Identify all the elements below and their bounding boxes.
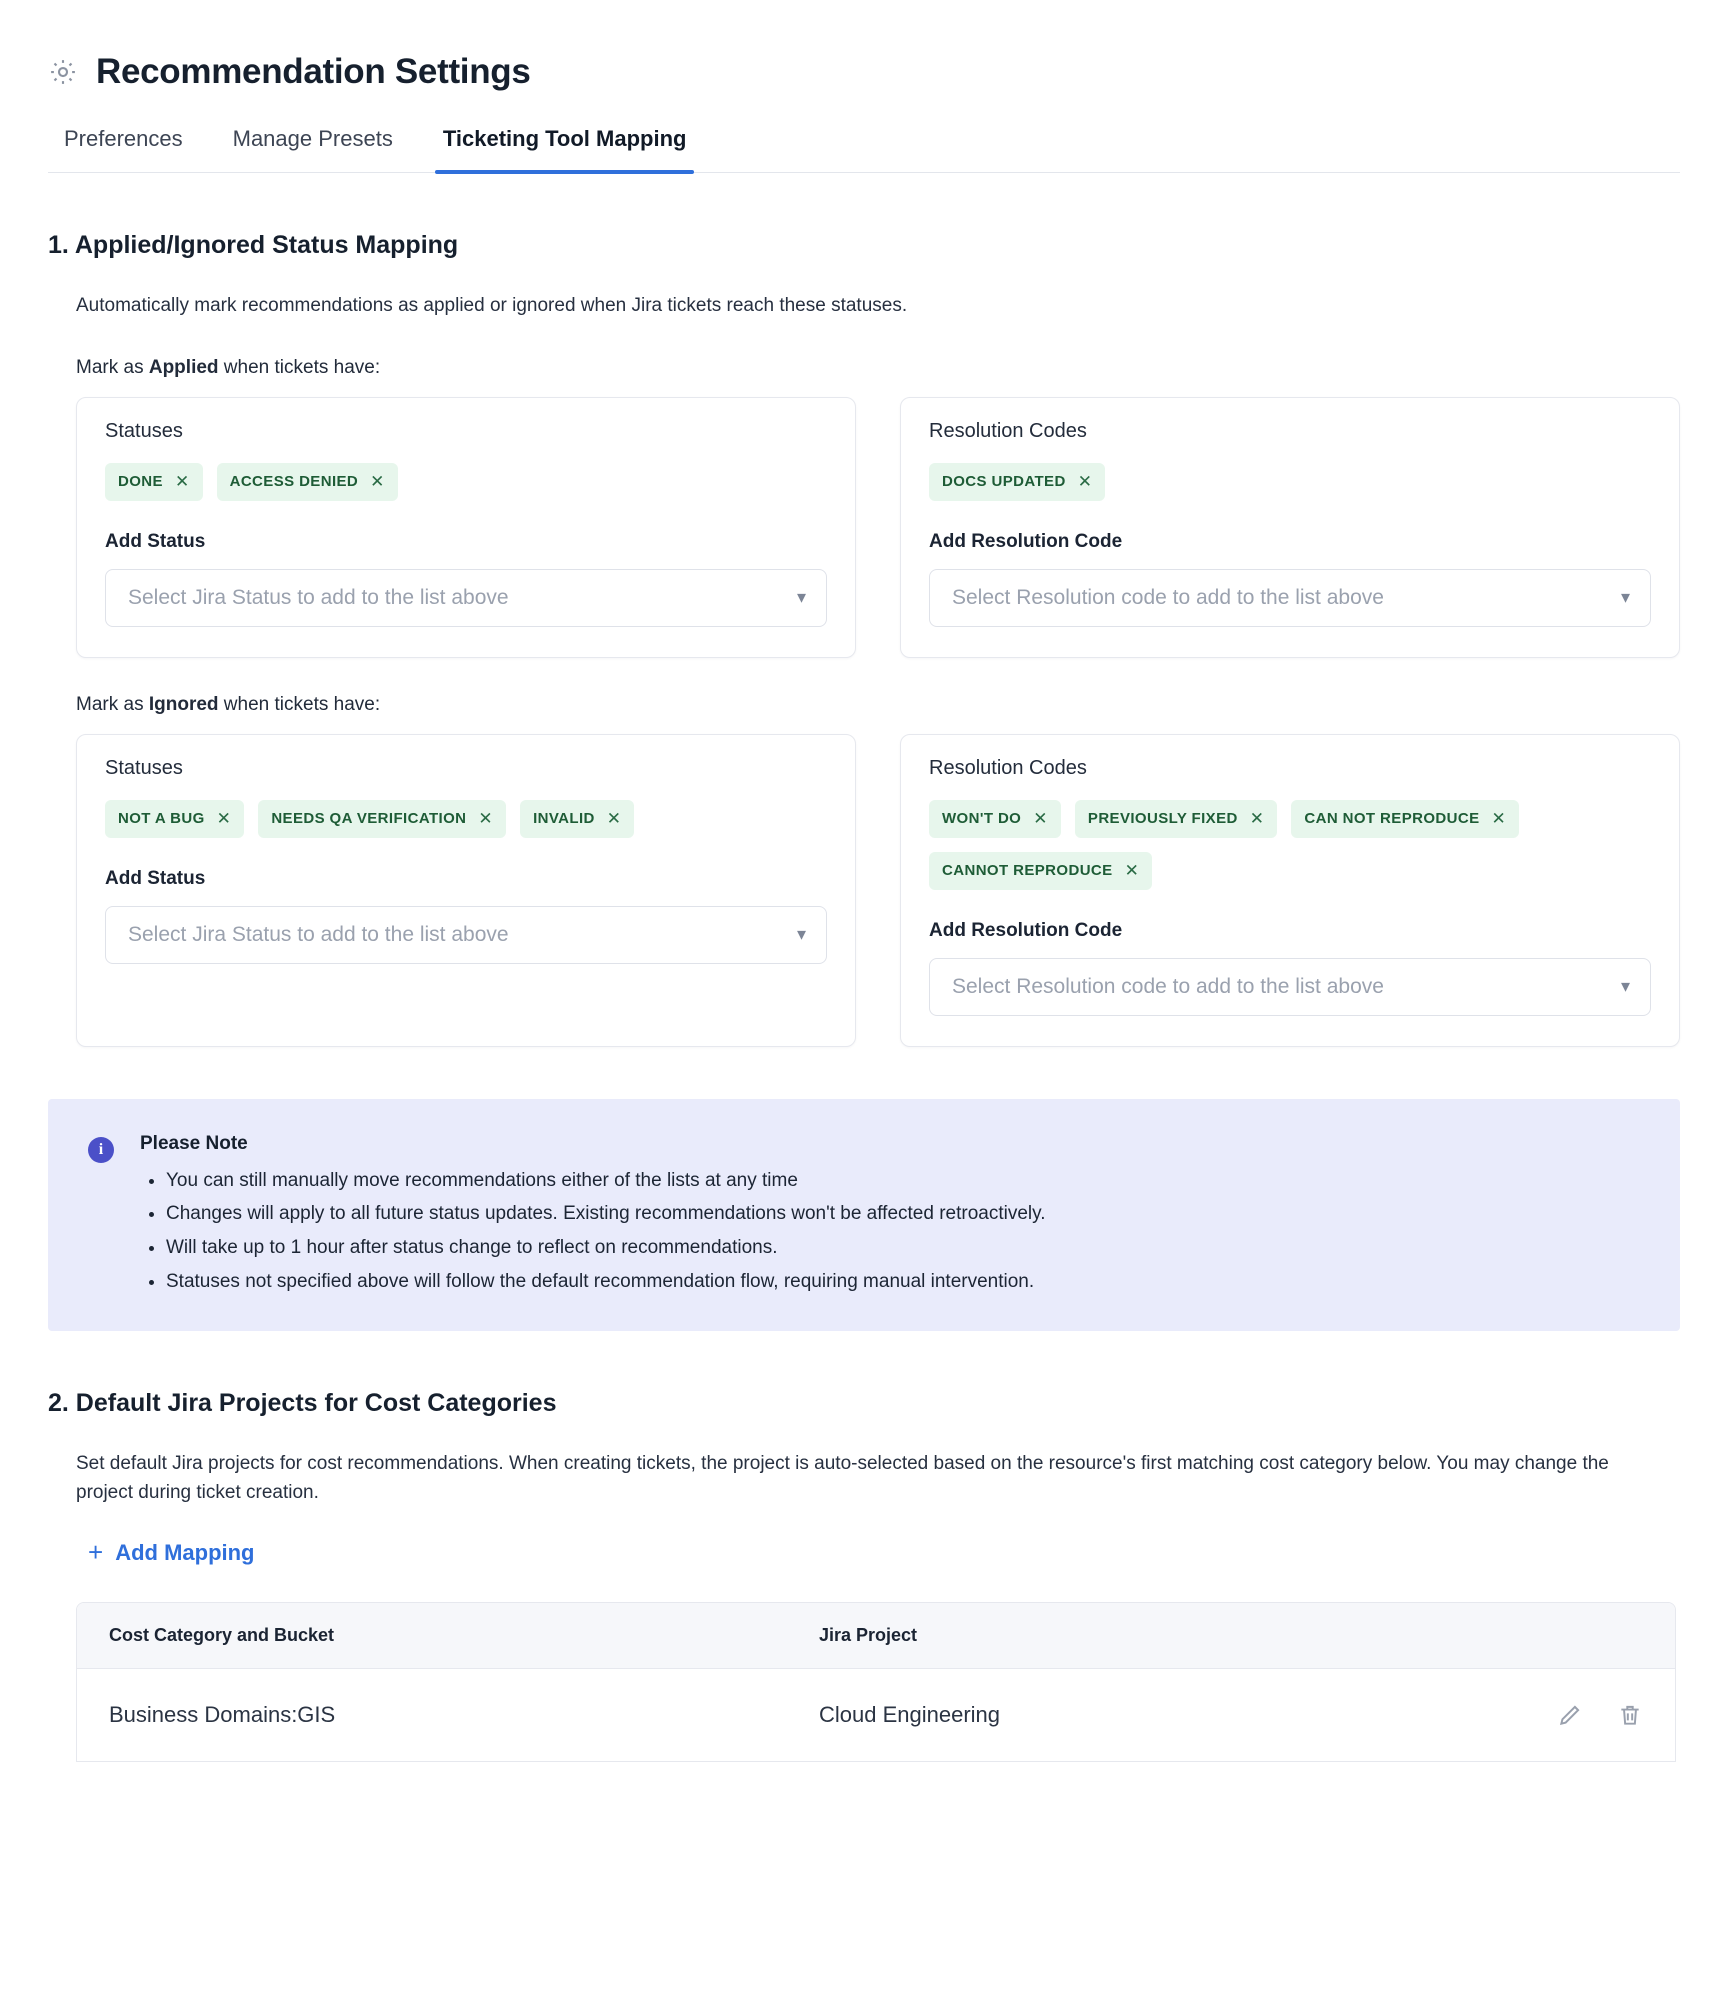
chip-previously-fixed[interactable]	[1075, 800, 1277, 838]
chip-label: CAN NOT REPRODUCE	[1304, 810, 1480, 827]
chip-cannot-reproduce[interactable]	[929, 852, 1152, 890]
chip-label: ACCESS DENIED	[229, 473, 359, 490]
mark-as-ignored-label	[76, 694, 1680, 716]
note-list	[140, 1167, 1046, 1298]
column-header-jira-project: Jira Project	[819, 1625, 918, 1645]
mark-ignored-strong: Ignored	[148, 693, 219, 715]
plus-icon: +	[88, 1537, 104, 1567]
section-2-title: 2. Default Jira Projects for Cost Categories	[48, 1389, 557, 1417]
ignored-add-resolution-select[interactable]	[929, 958, 1651, 1016]
applied-add-resolution-select[interactable]	[929, 569, 1651, 627]
select-placeholder: Select Resolution code to add to the list above	[952, 585, 1384, 609]
chip-label: INVALID	[533, 810, 595, 827]
chevron-down-icon: ▾	[1620, 587, 1630, 607]
close-icon[interactable]: ✕	[1491, 808, 1507, 828]
column-header-cost-category: Cost Category and Bucket	[109, 1625, 335, 1645]
info-icon: i	[88, 1137, 114, 1163]
cost-category-mapping-table	[76, 1602, 1676, 1762]
note-title: Please Note	[140, 1132, 248, 1154]
ignored-resolution-codes-card	[900, 734, 1680, 1047]
tab-preferences[interactable]: Preferences	[64, 126, 183, 151]
applied-card-row	[76, 397, 1680, 658]
mark-ignored-suffix: when tickets have:	[218, 693, 381, 715]
select-placeholder: Select Jira Status to add to the list above	[128, 585, 509, 609]
list-item: • Statuses not specified above will follow the default recommendation flow, requiring manual intervention.	[166, 1268, 1046, 1297]
cell-cost-category: Business Domains:GIS	[109, 1702, 336, 1727]
ignored-statuses-chips	[105, 800, 827, 838]
close-icon[interactable]: ✕	[606, 808, 622, 828]
close-icon[interactable]: ✕	[1077, 471, 1093, 491]
close-icon[interactable]: ✕	[216, 808, 232, 828]
applied-resolution-codes-label: Resolution Codes	[929, 419, 1087, 442]
list-item: • You can still manually move recommendations either of the lists at any time	[166, 1167, 1046, 1196]
section-1-description: Automatically mark recommendations as applied or ignored when Jira tickets reach these statuses.	[76, 295, 908, 316]
applied-statuses-chips	[105, 463, 827, 501]
table-row[interactable]	[77, 1669, 1675, 1761]
ignored-statuses-label: Statuses	[105, 756, 183, 779]
chip-label: WON'T DO	[942, 810, 1022, 827]
chip-label: DOCS UPDATED	[942, 473, 1066, 490]
note-body	[140, 1133, 1046, 1298]
ignored-resolution-codes-label: Resolution Codes	[929, 756, 1087, 779]
gear-icon	[48, 57, 78, 87]
page-title: Recommendation Settings	[96, 52, 531, 91]
edit-icon[interactable]	[1557, 1702, 1583, 1728]
please-note-box	[48, 1099, 1680, 1332]
chip-docs-updated[interactable]	[929, 463, 1105, 501]
applied-resolution-chips	[929, 463, 1651, 501]
close-icon[interactable]: ✕	[370, 471, 385, 491]
select-placeholder: Select Resolution code to add to the list above	[952, 974, 1384, 998]
close-icon[interactable]: ✕	[1033, 808, 1048, 828]
page-header	[48, 40, 1680, 92]
tab-bar	[48, 126, 1680, 173]
ignored-card-row	[76, 734, 1680, 1047]
ignored-add-resolution-label: Add Resolution Code	[929, 919, 1123, 941]
applied-resolution-codes-card	[900, 397, 1680, 658]
mark-ignored-prefix: Mark as	[76, 693, 149, 715]
ignored-statuses-card	[76, 734, 856, 1047]
mark-applied-suffix: when tickets have:	[218, 356, 381, 378]
chip-not-a-bug[interactable]	[105, 800, 244, 838]
chip-label: PREVIOUSLY FIXED	[1087, 810, 1238, 827]
add-mapping-label: Add Mapping	[115, 1539, 255, 1565]
applied-add-status-select[interactable]	[105, 569, 827, 627]
tab-ticketing-tool-mapping[interactable]: Ticketing Tool Mapping	[441, 126, 689, 172]
ignored-add-status-select[interactable]	[105, 906, 827, 964]
mark-applied-strong: Applied	[148, 356, 219, 378]
chip-needs-qa-verification[interactable]	[258, 800, 506, 838]
section-1-title: 1. Applied/Ignored Status Mapping	[48, 231, 459, 259]
ignored-add-status-label: Add Status	[105, 867, 206, 889]
chip-done[interactable]	[105, 463, 203, 501]
chip-wont-do[interactable]	[929, 800, 1061, 838]
mark-as-applied-label	[76, 357, 1680, 379]
chip-label: CANNOT REPRODUCE	[942, 862, 1113, 879]
chevron-down-icon: ▾	[796, 587, 806, 607]
applied-statuses-label: Statuses	[105, 419, 183, 442]
chip-label: NEEDS QA VERIFICATION	[271, 810, 467, 827]
mark-applied-prefix: Mark as	[76, 356, 149, 378]
chip-can-not-reproduce[interactable]	[1291, 800, 1519, 838]
chip-label: NOT A BUG	[118, 810, 205, 827]
chip-label: DONE	[118, 473, 163, 490]
table-header-row	[77, 1603, 1675, 1669]
chip-access-denied[interactable]	[217, 463, 398, 501]
row-actions	[1493, 1702, 1643, 1728]
list-item: • Changes will apply to all future status updates. Existing recommendations won't be affected retroactively.	[166, 1200, 1046, 1229]
applied-statuses-card	[76, 397, 856, 658]
trash-icon[interactable]	[1617, 1702, 1643, 1728]
close-icon[interactable]: ✕	[174, 471, 190, 491]
chevron-down-icon: ▾	[796, 924, 806, 944]
tab-manage-presets[interactable]: Manage Presets	[232, 126, 393, 151]
applied-add-status-label: Add Status	[105, 530, 206, 552]
section-2-description: Set default Jira projects for cost recommendations. When creating tickets, the project is auto-selected based on the resource's first matching cost category below. You may change the project during ticket creation.	[76, 1453, 1609, 1503]
cell-jira-project: Cloud Engineering	[819, 1702, 1001, 1727]
ignored-resolution-chips	[929, 800, 1651, 890]
close-icon[interactable]: ✕	[1249, 808, 1265, 828]
list-item: • Will take up to 1 hour after status change to reflect on recommendations.	[166, 1234, 1046, 1263]
chip-invalid[interactable]	[520, 800, 634, 838]
select-placeholder: Select Jira Status to add to the list above	[128, 922, 509, 946]
applied-add-resolution-label: Add Resolution Code	[929, 530, 1123, 552]
close-icon[interactable]: ✕	[1124, 860, 1140, 880]
add-mapping-button[interactable]	[88, 1537, 255, 1568]
chevron-down-icon: ▾	[1620, 976, 1630, 996]
close-icon[interactable]: ✕	[478, 808, 494, 828]
